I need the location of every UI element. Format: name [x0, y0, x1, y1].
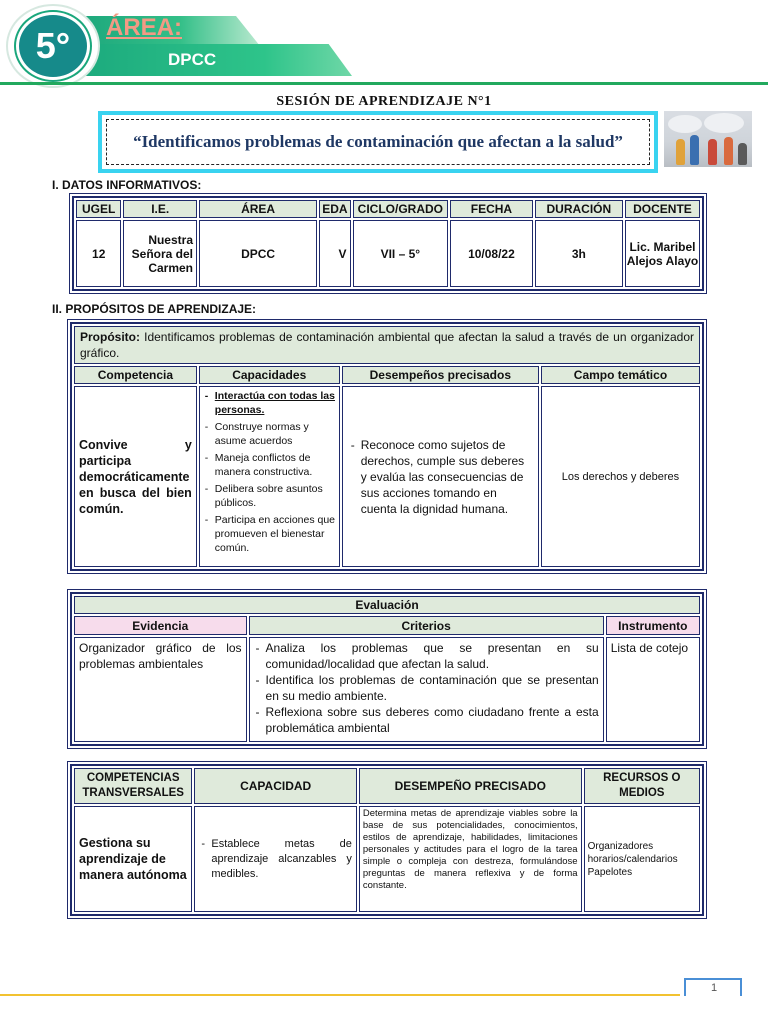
evaluacion-title: Evaluación	[74, 596, 700, 614]
criterio-item: - Analiza los problemas que se presentan en su comunidad/localidad que afectan la salud.	[254, 640, 599, 672]
grade-badge: 5°	[16, 12, 90, 80]
capacidades-cell	[199, 386, 340, 567]
transversal-recursos: Organizadores horarios/calendarios Papelotes	[584, 806, 700, 912]
col-criterios: Criterios	[249, 616, 604, 635]
ie-value: Nuestra Señora del Carmen	[123, 220, 197, 287]
page-number: 1	[710, 982, 718, 994]
footer-divider	[0, 994, 680, 996]
purpose-text: Identificamos problemas de contaminación ambiental que afectan la salud a través de un organizador gráfico.	[80, 330, 694, 360]
instrumento-value: Lista de cotejo	[606, 637, 700, 742]
transversal-competencia: Gestiona su aprendizaje de manera autónoma	[74, 806, 192, 912]
col-duracion: DURACIÓN	[535, 200, 623, 218]
topic-frame	[98, 111, 658, 173]
ugel-value: 12	[76, 220, 121, 287]
col-campo: Campo temático	[541, 366, 700, 384]
section-heading-datos: I. DATOS INFORMATIVOS:	[52, 178, 202, 192]
eda-value: V	[319, 220, 350, 287]
criterios-cell	[249, 637, 604, 742]
col-competencia: Competencia	[74, 366, 197, 384]
session-title: SESIÓN DE APRENDIZAJE N°1	[276, 94, 492, 109]
col-desempenos: Desempeños precisados	[342, 366, 539, 384]
datos-informativos-table	[72, 196, 704, 291]
evaluacion-table	[70, 592, 704, 746]
criterio-item: - Reflexiona sobre sus deberes como ciudadano frente a esta problemática ambiental	[254, 704, 599, 736]
transversales-table	[70, 764, 704, 916]
col-competencias-transversales: COMPETENCIAS TRANSVERSALES	[74, 768, 192, 804]
header-divider	[0, 82, 768, 85]
area-label: ÁREA:	[106, 14, 182, 41]
docente-value: Lic. Maribel Alejos Alayo	[625, 220, 700, 287]
transversal-capacidad-cell	[194, 806, 357, 912]
col-docente: DOCENTE	[625, 200, 700, 218]
capacidad-item: - Delibera sobre asuntos públicos.	[203, 482, 336, 510]
transversal-desempeno: Determina metas de aprendizaje viables sobre la base de sus potencialidades, conocimientos, estilos de aprendizaje, habilidades, limitaciones personales y actitudes para el logro de la tarea simple o compleja con destreza, formulándose preguntas de manera reflexiva y de forma constante.	[359, 806, 582, 912]
competencia-value: Convive y participa democráticamente en busca del bien común.	[74, 386, 197, 567]
col-ugel: UGEL	[76, 200, 121, 218]
col-evidencia: Evidencia	[74, 616, 247, 635]
section-heading-propositos: II. PROPÓSITOS DE APRENDIZAJE:	[52, 302, 257, 316]
purpose-cell	[74, 326, 700, 364]
col-desempeno-precisado: DESEMPEÑO PRECISADO	[359, 768, 582, 804]
fecha-value: 10/08/22	[450, 220, 533, 287]
area-value: DPCC	[168, 50, 217, 69]
col-capacidades: Capacidades	[199, 366, 340, 384]
capacidad-item: - Construye normas y asume acuerdos	[203, 420, 336, 448]
pollution-illustration	[664, 111, 752, 167]
capacidad-item: - Maneja conflictos de manera constructiva.	[203, 451, 336, 479]
duracion-value: 3h	[535, 220, 623, 287]
desempeno-value: - Reconoce como sujetos de derechos, cumple sus deberes y evalúa las consecuencias de sus acciones tomando en cuenta la dignidad humana.	[349, 437, 532, 517]
col-area: ÁREA	[199, 200, 317, 218]
desempeno-cell	[342, 386, 539, 567]
col-fecha: FECHA	[450, 200, 533, 218]
col-eda: EDA	[319, 200, 350, 218]
col-instrumento: Instrumento	[606, 616, 700, 635]
area-value-cell: DPCC	[199, 220, 317, 287]
evidencia-value: Organizador gráfico de los problemas ambientales	[74, 637, 247, 742]
session-topic: “Identificamos problemas de contaminación que afectan a la salud”	[106, 119, 650, 165]
col-ie: I.E.	[123, 200, 197, 218]
propositos-table	[70, 322, 704, 571]
capacidad-item: - Interactúa con todas las personas.	[203, 389, 336, 417]
capacidad-item: - Participa en acciones que promueven el bienestar común.	[203, 513, 336, 555]
col-recursos: RECURSOS O MEDIOS	[584, 768, 700, 804]
campo-value: Los derechos y deberes	[541, 386, 700, 567]
ciclo-value: VII – 5°	[353, 220, 449, 287]
criterio-item: - Identifica los problemas de contaminación que se presentan en su medio ambiente.	[254, 672, 599, 704]
purpose-label: Propósito:	[80, 330, 140, 344]
transversal-capacidad: - Establece metas de aprendizaje alcanzables y medibles.	[199, 837, 352, 882]
col-capacidad: CAPACIDAD	[194, 768, 357, 804]
col-ciclo: CICLO/GRADO	[353, 200, 449, 218]
